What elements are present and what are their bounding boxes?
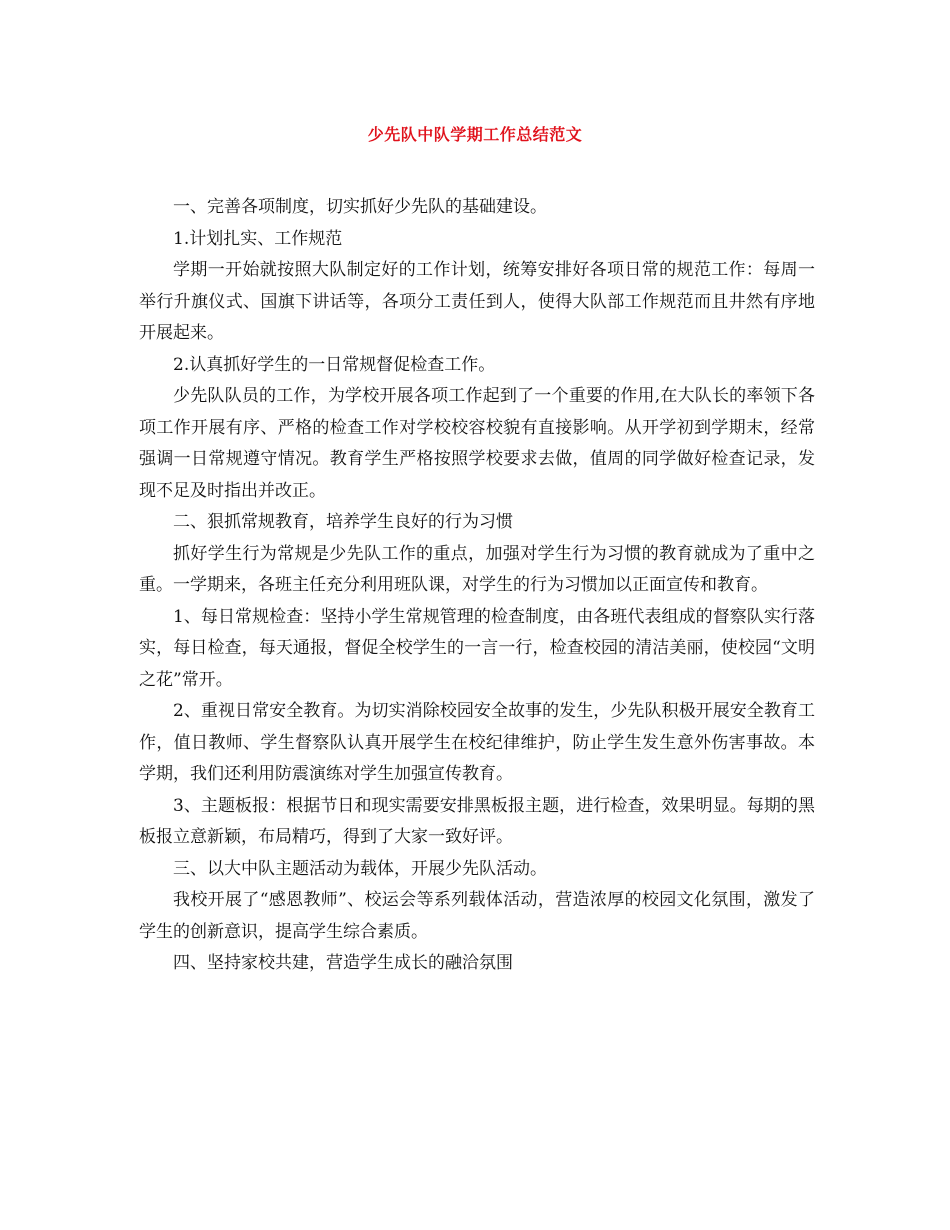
paragraph-item-2: 2、重视日常安全教育。为切实消除校园安全故事的发生，少先队积极开展安全教育工作，值日教师、学生督察队认真开展学生在校纪律维护，防止学生发生意外伤害事故。本学期，我们还利用防震演练对学生加强宣传教育。 — [139, 701, 815, 784]
paragraph: 抓好学生行为常规是少先队工作的重点，加强对学生行为习惯的教育就成为了重中之重。一学期来，各班主任充分利用班队课，对学生的行为习惯加以正面宣传和教育。 — [139, 543, 815, 595]
paragraph-section-4-heading: 四、坚持家校共建，营造学生成长的融洽氛围 — [173, 953, 513, 973]
paragraph: 学期一开始就按照大队制定好的工作计划，统筹安排好各项日常的规范工作：每周一举行升旗仪式、国旗下讲话等，各项分工责任到人，使得大队部工作规范而且井然有序地开展起来。 — [139, 260, 815, 343]
paragraph-item-1: 1、每日常规检查：坚持小学生常规管理的检查制度，由各班代表组成的督察队实行落实，每日检查，每天通报，督促全校学生的一言一行，检查校园的清洁美丽，使校园“文明之花”常开。 — [139, 606, 815, 690]
paragraph-item-3: 3、主题板报：根据节日和现实需要安排黑板报主题，进行检查，效果明显。每期的黑板报立意新颖，布局精巧，得到了大家一致好评。 — [139, 795, 815, 847]
paragraph-section-3-heading: 三、以大中队主题活动为载体，开展少先队活动。 — [173, 858, 547, 879]
paragraph-section-1-heading: 一、完善各项制度，切实抓好少先队的基础建设。 — [173, 197, 547, 217]
document-title: 少先队中队学期工作总结范文 — [367, 125, 583, 144]
document-body — [139, 192, 815, 980]
paragraph-subheading-1: 1.计划扎实、工作规范 — [173, 228, 343, 249]
paragraph: 少先队队员的工作，为学校开展各项工作起到了一个重要的作用,在大队长的率领下各项工作开展有序、严格的检查工作对学校校容校貌有直接影响。从开学初到学期末，经常强调一日常规遵守情况。教育学生严格按照学校要求去做，值周的同学做好检查记录，发现不足及时指出并改正。 — [139, 386, 815, 501]
paragraph: 我校开展了“感恩教师”、校运会等系列载体活动，营造浓厚的校园文化氛围，激发了学生的创新意识，提高学生综合素质。 — [139, 890, 815, 942]
paragraph-section-2-heading: 二、狠抓常规教育，培养学生良好的行为习惯 — [173, 512, 513, 532]
paragraph-subheading-2: 2.认真抓好学生的一日常规督促检查工作。 — [173, 354, 496, 375]
